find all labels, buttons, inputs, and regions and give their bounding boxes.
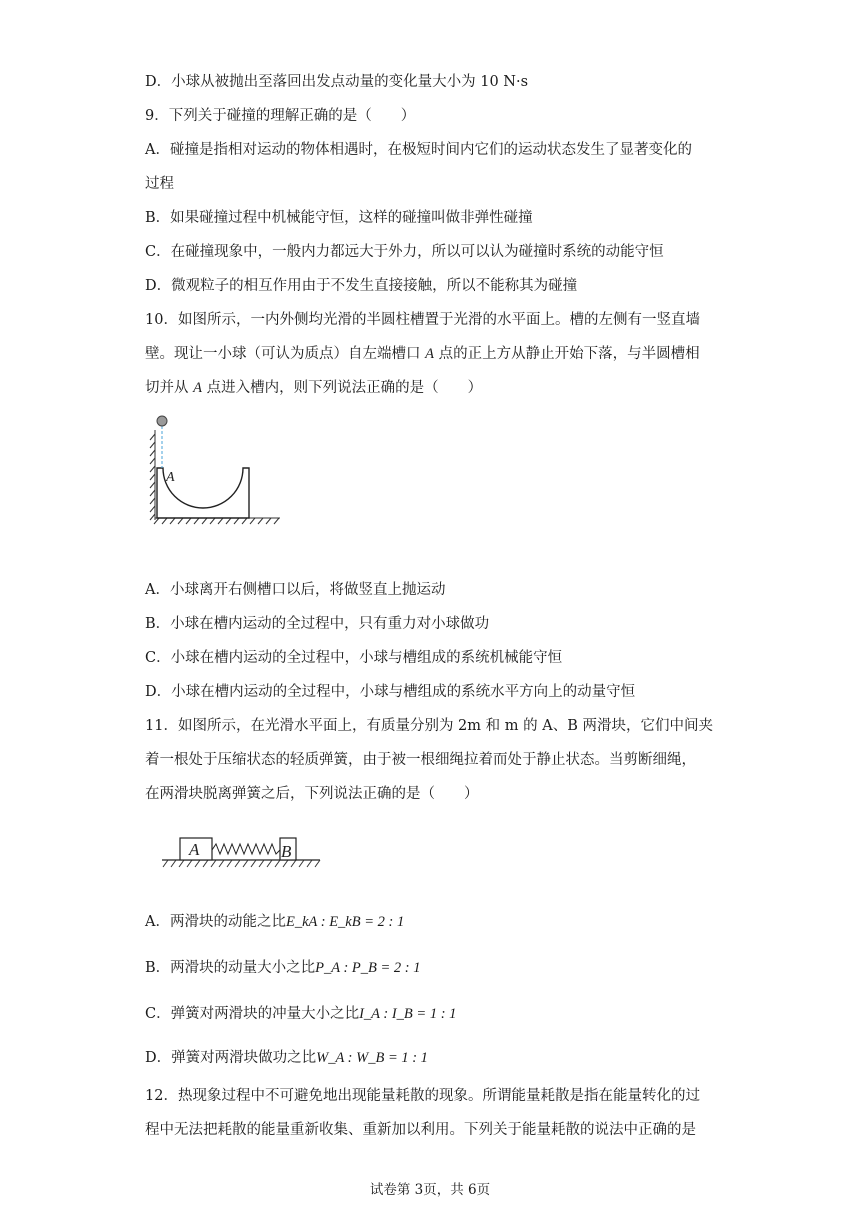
q11-option-a: A．两滑块的动能之比E_kA : E_kB = 2 : 1 (145, 914, 405, 930)
q10-stem-line1: 10．如图所示，一内外侧均光滑的半圆柱槽置于光滑的水平面上。槽的左侧有一竖直墙 (145, 312, 700, 328)
q10-stem-line2: 壁。现让一小球（可认为质点）自左端槽口 A 点的正上方从静止开始下落，与半圆槽相 (145, 346, 700, 362)
q11-stem-line3: 在两滑块脱离弹簧之后，下列说法正确的是（ ） (145, 786, 479, 802)
q10-option-c: C．小球在槽内运动的全过程中，小球与槽组成的系统机械能守恒 (145, 650, 563, 666)
q11-stem-line1: 11．如图所示，在光滑水平面上，有质量分别为 2m 和 m 的 A、B 两滑块，它们中间夹 (145, 718, 713, 734)
q11-option-b-formula: P_A : P_B = 2 : 1 (315, 960, 421, 976)
q9-stem: 9．下列关于碰撞的理解正确的是（ ） (145, 108, 416, 124)
q11-option-d-formula: W_A : W_B = 1 : 1 (316, 1050, 428, 1066)
page-footer: 试卷第 3页，共 6页 (369, 1182, 491, 1198)
q9-option-a: A．碰撞是指相对运动的物体相遇时，在极短时间内它们的运动状态发生了显著变化的 (145, 142, 692, 158)
q11-stem-line2: 着一根处于压缩状态的轻质弹簧，由于被一根细绳拉着而处于静止状态。当剪断细绳， (145, 752, 696, 768)
q12-stem-line1: 12．热现象过程中不可避免地出现能量耗散的现象。所谓能量耗散是指在能量转化的过 (145, 1088, 700, 1104)
q11-figure-two-blocks-spring (160, 832, 325, 880)
q9-option-c: C．在碰撞现象中，一般内力都远大于外力，所以可以认为碰撞时系统的动能守恒 (145, 244, 664, 260)
q10-option-b: B．小球在槽内运动的全过程中，只有重力对小球做功 (145, 616, 490, 632)
q11-option-a-formula: E_kA : E_kB = 2 : 1 (285, 914, 405, 930)
q10-stem-line3: 切并从 A 点进入槽内，则下列说法正确的是（ ） (145, 380, 483, 396)
q11-option-c-formula: I_A : I_B = 1 : 1 (359, 1006, 457, 1022)
q9-option-d: D．微观粒子的相互作用由于不发生直接接触，所以不能称其为碰撞 (145, 278, 578, 294)
q10-figure-label-a: A (166, 470, 175, 485)
q12-stem-line2: 程中无法把耗散的能量重新收集、重新加以利用。下列关于能量耗散的说法中正确的是 (145, 1122, 696, 1138)
q11-option-c: C．弹簧对两滑块的冲量大小之比I_A : I_B = 1 : 1 (145, 1006, 457, 1022)
q11-figure-label-a: A (189, 840, 200, 859)
q10-option-d: D．小球在槽内运动的全过程中，小球与槽组成的系统水平方向上的动量守恒 (145, 684, 636, 700)
q10-figure-half-cylinder-groove (145, 410, 285, 530)
q9-option-a-cont: 过程 (145, 176, 174, 192)
q11-option-d: D．弹簧对两滑块做功之比W_A : W_B = 1 : 1 (145, 1050, 428, 1066)
q11-figure-label-b: B (281, 842, 292, 861)
q8-option-d: D．小球从被抛出至落回出发点动量的变化量大小为 10 N·s (145, 74, 529, 90)
q9-option-b: B．如果碰撞过程中机械能守恒，这样的碰撞叫做非弹性碰撞 (145, 210, 533, 226)
q11-option-b: B．两滑块的动量大小之比P_A : P_B = 2 : 1 (145, 960, 421, 976)
q10-option-a: A．小球离开右侧槽口以后，将做竖直上抛运动 (145, 582, 446, 598)
